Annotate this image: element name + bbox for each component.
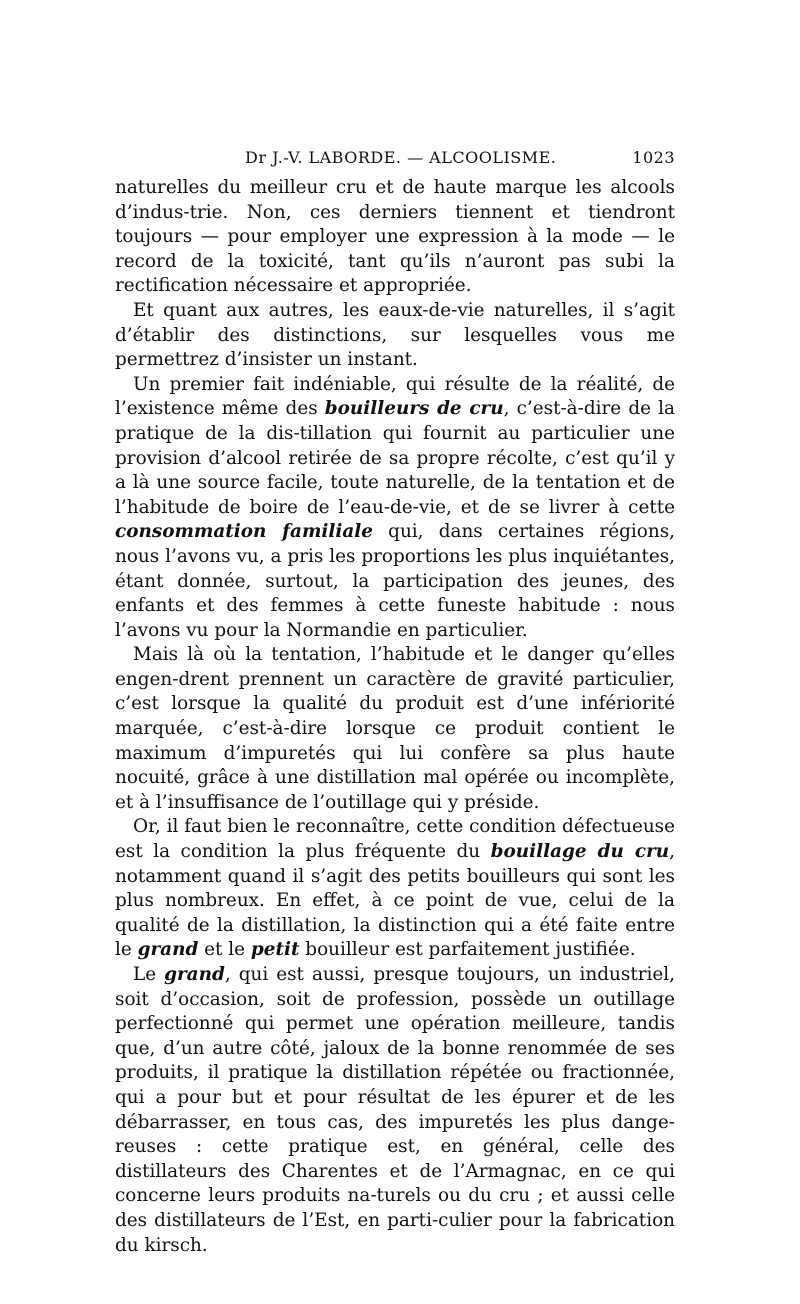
text-run: bouilleur est parfaitement justifiée. [299, 939, 636, 961]
text-run: qui, dans certaines régions, nous l’avons vu, a pris les proportions les plus inquiétantes, étant donnée, surtout, la participation des jeunes, des enfants et des femmes à cette funeste habitude : nous l’avons vu pour la Normandie en particulier. [115, 521, 675, 641]
paragraph [115, 963, 675, 1258]
text-run: , c’est-à-dire de la pratique de la dis-tillation qui fournit au particulier une provision d’alcool retirée de sa propre récolte, c’est qu’il y a là une source facile, toute naturelle, de la tentation et de l’habitude de boire de l’eau-de-vie, et de se livrer à cette [115, 398, 675, 518]
text-run: et le [198, 939, 251, 961]
paragraph [115, 299, 675, 373]
text-run: Or, il faut bien le reconnaître, cette condition défectueuse est la condition la plus fréquente du [115, 816, 675, 863]
italic-phrase: grand [137, 939, 199, 961]
italic-phrase: grand [164, 964, 225, 985]
body-text [115, 176, 675, 1258]
page-number: 1023 [632, 148, 675, 167]
text-run: Un premier fait indéniable, qui résulte de la réalité, de l’existence même des [115, 373, 675, 420]
text-run: Et quant aux autres, les eaux-de-vie naturelles, il s’agit d’établir des distinctions, sur lesquelles vous me permettrez d’insister un instant. [115, 299, 675, 371]
paragraph [115, 815, 675, 963]
text-run: , qui est aussi, presque toujours, un industriel, soit d’occasion, soit de profession, possède un outillage perfectionné qui permet une opération meilleure, tandis que, d’un autre côté, jaloux de la bonne renommée de ses produits, il pratique la distillation répétée ou fractionnée, qui a pour but et pour résultat de les épurer et de les débarrasser, en tous cas, des impuretés les plus dange-reuses : cette pratique est, en général, celle des distillateurs des Charentes et de l’Armagnac, en ce qui concerne leurs produits na-turels ou du cru ; et aussi celle des distillateurs de l’Est, en parti-culier pour la fabrication du kirsch. [115, 964, 675, 1256]
paragraph [115, 643, 675, 815]
text-run: Mais là où la tentation, l’habitude et le danger qu’elles engen-drent prennent un caractère de gravité particulier, c’est lorsque la qualité du produit est d’une infériorité marquée, c’est-à-dire lorsque ce produit contient le maximum d’impuretés qui lui confère sa plus haute nocuité, grâce à une distillation mal opérée ou incomplète, et à l’insuffisance de l’outillage qui y préside. [115, 644, 675, 813]
text-run: naturelles du meilleur cru et de haute marque les alcools d’indus-trie. Non, ces derniers tiennent et tiendront toujours — pour employer une expression à la mode — le record de la toxicité, tant qu’ils n’auront pas subi la rectification nécessaire et appropriée. [115, 177, 675, 297]
italic-phrase: bouilleurs de cru [324, 398, 504, 420]
italic-phrase: consommation familiale [115, 521, 373, 543]
paragraph [115, 176, 675, 299]
italic-phrase: bouillage du cru [490, 841, 670, 863]
page-header [115, 148, 675, 174]
text-run: , notamment quand il s’agit des petits bouilleurs qui sont les plus nombreux. En effet, à ce point de vue, celui de la qualité de la distillation, la distinction qui a été faite entre le [115, 841, 675, 961]
italic-phrase: petit [250, 939, 300, 961]
text-run: Le [133, 964, 165, 985]
paragraph [115, 373, 675, 644]
running-title: Dr J.-V. LABORDE. — ALCOOLISME. [245, 148, 557, 167]
